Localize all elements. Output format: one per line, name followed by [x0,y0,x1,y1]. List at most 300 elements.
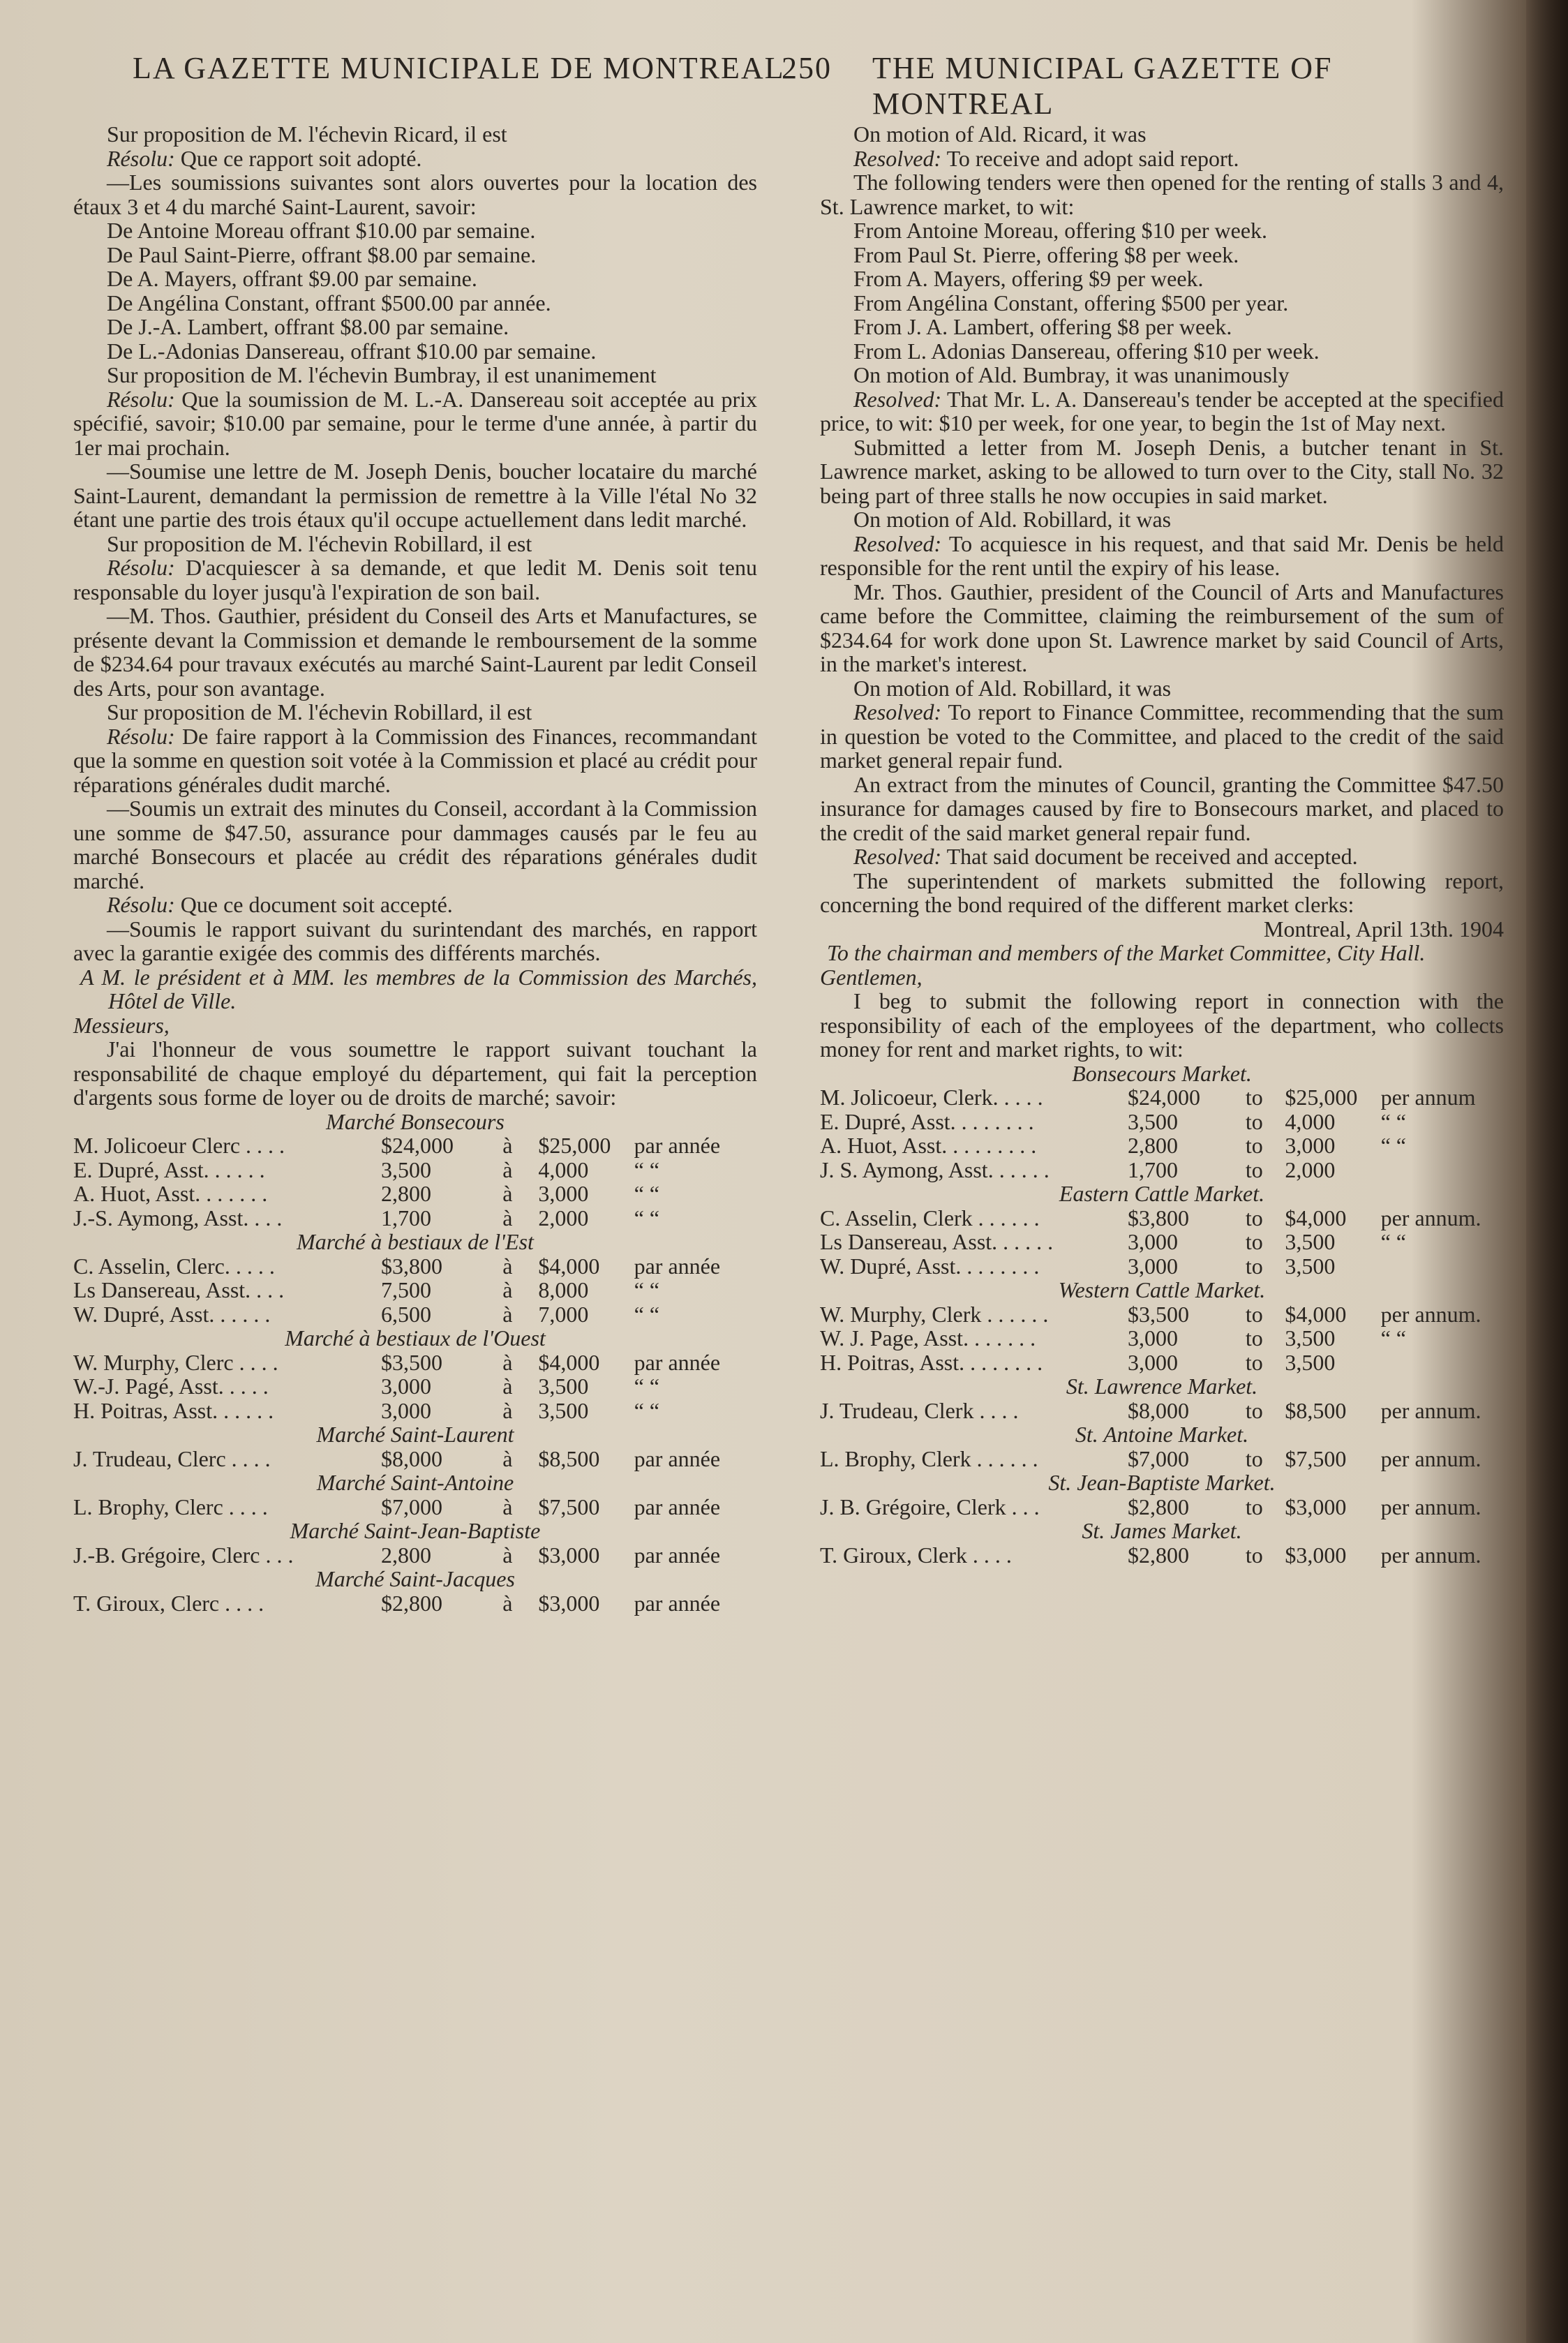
bond-unit: “ “ [634,1156,659,1182]
bond-from: 6,500 [381,1301,432,1327]
clerk-name: E. Dupré, Asst. . . . . . [73,1156,265,1182]
bond-from: $7,000 [1128,1445,1190,1471]
bond-from: $2,800 [381,1590,443,1616]
paragraph-text: To receive and adopt said report. [941,145,1239,171]
bond-from: 3,000 [1128,1229,1179,1254]
table-row [820,1326,1504,1351]
bond-unit: “ “ [1380,1229,1406,1254]
bond-unit [1381,1158,1504,1182]
salutation: Gentlemen, [820,964,923,990]
bond-from: 2,800 [381,1542,432,1568]
table-row [820,1495,1504,1519]
paragraph [820,532,1504,580]
bond-unit: “ “ [1380,1133,1406,1158]
bond-from: 3,000 [1128,1325,1179,1351]
bond-amount: $25,000 [1285,1085,1358,1110]
bond-from: 3,500 [381,1156,432,1182]
bond-from: $2,800 [1128,1494,1190,1519]
paragraph-text: Que ce rapport soit adopté. [174,145,422,171]
clerk-name: L. Brophy, Clerk . . . . . . [820,1445,1038,1471]
bond-amount: $8,500 [538,1445,600,1471]
bond-amount: 3,500 [1285,1253,1336,1279]
bond-amount: 4,000 [538,1156,589,1182]
paragraph-text: To report to Finance Committee, recommending that the sum in question be voted to the Committee, and placed to the credit of the said market general repair fund. [820,699,1504,773]
bond-unit: “ “ [634,1397,659,1423]
clerk-name: M. Jolicoeur Clerc . . . . [73,1133,285,1158]
table-row [73,1495,757,1519]
table-row [73,1399,757,1423]
bond-from: 3,500 [1128,1108,1179,1134]
paragraph [820,315,1504,339]
table-row [73,1182,757,1206]
bond-to-word: to [1245,1325,1263,1351]
paragraph-text: De Antoine Moreau offrant $10.00 par semaine. [107,218,536,243]
bond-amount: 8,000 [538,1277,589,1302]
bond-to-word: à [502,1133,513,1158]
clerk-name: T. Giroux, Clerc . . . . [73,1590,264,1616]
bond-to-word: à [502,1349,513,1375]
table-row [73,1374,757,1399]
bond-to-word: to [1245,1253,1263,1279]
table-row [820,1399,1504,1423]
paragraph-text: Sur proposition de M. l'échevin Robillard, il est [107,699,532,724]
paragraph-text: De Paul Saint-Pierre, offrant $8.00 par semaine. [107,241,537,267]
bond-to-word: à [502,1156,513,1182]
paragraph-text: That said document be received and accepted. [941,844,1358,869]
paragraph [73,556,757,604]
bond-amount: 4,000 [1285,1108,1336,1134]
bond-to-word: à [502,1374,513,1399]
french-column [73,122,757,1615]
paragraph [73,267,757,291]
table-row [73,1158,757,1182]
paragraph-text: Que la soumission de M. L.-A. Dansereau soit acceptée au prix spécifié, savoir; $10.00 par semaine, pour le terme d'une année, à partir du 1er mai prochain. [73,386,757,460]
paragraph [820,845,1504,869]
bond-from: 1,700 [381,1205,432,1230]
paragraph-text: On motion of Ald. Bumbray, it was unanimously [853,362,1290,387]
market-table [73,1543,757,1568]
paragraph [73,604,757,700]
clerk-name: Ls Dansereau, Asst. . . . . . [820,1229,1054,1254]
paragraph [73,700,757,724]
bond-unit: par année [634,1133,721,1158]
bond-to-word: to [1245,1085,1263,1110]
paragraph [73,122,757,147]
resolution-label: Résolu: [107,145,175,171]
bond-unit [1381,1254,1504,1279]
page-number: 250 [782,51,832,85]
address-line: To the chairman and members of the Market Committee, City Hall. [827,940,1426,965]
market-title: Marché Saint-Jean-Baptiste [290,1518,541,1543]
report-intro: I beg to submit the following report in connection with the responsibility of each of the employees of the department, who collects money for rent and market rights, to wit: [820,988,1504,1062]
bond-unit: “ “ [1380,1108,1406,1134]
bond-to-word: to [1245,1542,1263,1568]
market-table [820,1495,1504,1519]
paragraph-text: De J.-A. Lambert, offrant $8.00 par semaine. [107,314,509,339]
market-title: St. Jean-Baptiste Market. [1048,1470,1276,1495]
bond-unit: per annum. [1380,1397,1481,1423]
salutation: Messieurs, [73,1012,170,1038]
paragraph [73,724,757,797]
bond-unit: par année [634,1253,721,1279]
page-header [126,50,1479,121]
paragraph-text: That Mr. L. A. Dansereau's tender be accepted at the specified price, to wit: $10 per week, for one year, to begin the 1st of May next. [820,386,1504,436]
paragraph [820,218,1504,243]
paragraph-text: To acquiesce in his request, and that said Mr. Denis be held responsible for the rent until the expiry of his lease. [820,530,1504,580]
market-title: Marché à bestiaux de l'Est [297,1229,534,1254]
paragraph [820,700,1504,773]
bond-to-word: to [1245,1108,1263,1134]
paragraph-text: On motion of Ald. Robillard, it was [853,507,1172,532]
clerk-name: H. Poitras, Asst. . . . . . . . [820,1349,1043,1375]
bond-amount: $4,000 [1285,1205,1347,1230]
paragraph-text: Sur proposition de M. l'échevin Robillard, il est [107,530,532,556]
bond-from: $3,500 [1128,1301,1190,1327]
market-title: Marché Bonsecours [326,1108,505,1134]
bond-from: 3,000 [1128,1349,1179,1375]
bond-from: 3,000 [381,1397,432,1423]
paragraph [820,436,1504,508]
market-table [73,1447,757,1471]
market-table [820,1543,1504,1568]
bond-to-word: à [502,1301,513,1327]
clerk-name: W. Dupré, Asst. . . . . . . . [820,1253,1040,1279]
market-table [820,1447,1504,1471]
table-row [73,1543,757,1568]
paragraph [73,893,757,917]
table-row [820,1254,1504,1279]
market-title: St. Antoine Market. [1075,1422,1249,1447]
resolution-label: Résolu: [107,723,175,749]
paragraph-text: From Angélina Constant, offering $500 per year. [853,290,1289,315]
paragraph [820,773,1504,845]
table-row [820,1230,1504,1254]
paragraph-text: —M. Thos. Gauthier, président du Conseil des Arts et Manufactures, se présente devant la Commission et demande le remboursement de la somme de $234.64 pour travaux exécutés au marché Saint-Laurent par ledit Conseil des Arts, pour son avantage. [73,603,757,701]
bond-to-word: à [502,1397,513,1423]
clerk-name: J. Trudeau, Clerc . . . . [73,1445,271,1471]
bond-unit: par année [634,1445,721,1471]
resolution-label: Résolu: [107,555,175,580]
clerk-name: J.-S. Aymong, Asst. . . . [73,1205,283,1230]
paragraph-text: From Antoine Moreau, offering $10 per week. [853,218,1268,243]
paragraph-text: Submitted a letter from M. Joseph Denis, a butcher tenant in St. Lawrence market, asking to be allowed to turn over to the City, stall No. 32 being part of three stalls he now occupies in said market. [820,434,1504,508]
bond-to-word: à [502,1253,513,1279]
bond-amount: 2,000 [1285,1156,1336,1182]
table-row [820,1351,1504,1375]
paragraph-text: From J. A. Lambert, offering $8 per week. [853,314,1232,339]
table-row [820,1085,1504,1110]
bond-from: $8,000 [381,1445,443,1471]
bond-unit: per annum. [1380,1494,1481,1519]
market-table [820,1399,1504,1423]
paragraph-text: —Soumise une lettre de M. Joseph Denis, boucher locataire du marché Saint-Laurent, demandant la permission de remettre à la Ville l'étal No 32 étant une partie des trois étaux qu'il occupe actuellement dans ledit marché. [73,459,757,532]
clerk-name: W.-J. Pagé, Asst. . . . . [73,1374,269,1399]
binding-shadow [1526,0,1568,2343]
paragraph [73,291,757,315]
bond-amount: $4,000 [538,1253,600,1279]
bond-to-word: to [1245,1445,1263,1471]
bond-unit: per annum. [1380,1445,1481,1471]
bond-from: 2,800 [1128,1133,1179,1158]
bond-from: 1,700 [1128,1156,1179,1182]
bond-amount: 3,000 [538,1181,589,1206]
market-table [73,1133,757,1230]
clerk-name: A. Huot, Asst. . . . . . . [73,1181,268,1206]
market-title: Marché à bestiaux de l'Ouest [285,1325,546,1351]
bond-to-word: to [1245,1494,1263,1519]
paragraph [820,170,1504,218]
table-row [820,1447,1504,1471]
bond-from: 2,800 [381,1181,432,1206]
market-table [820,1085,1504,1182]
paragraph-text: De L.-Adonias Dansereau, offrant $10.00 par semaine. [107,338,597,364]
bond-to-word: to [1245,1133,1263,1158]
bond-amount: 3,500 [538,1374,589,1399]
bond-unit: par année [634,1494,721,1519]
clerk-name: A. Huot, Asst. . . . . . . . . [820,1133,1037,1158]
paragraph-text: From A. Mayers, offering $9 per week. [853,266,1204,291]
paragraph [73,796,757,893]
bond-from: $8,000 [1128,1397,1190,1423]
paragraph-text: —Soumis un extrait des minutes du Conseil, accordant à la Commission une somme de $47.50, assurance pour dammages causés par le feu au marché Bonsecours et placée au crédit des réparations générales dudit marché. [73,796,757,893]
resolution-label: Resolved: [853,844,942,869]
bond-unit: per annum. [1380,1205,1481,1230]
market-table [73,1495,757,1519]
bond-from: $3,500 [381,1349,443,1375]
clerk-name: L. Brophy, Clerc . . . . [73,1494,268,1519]
bond-to-word: to [1245,1205,1263,1230]
clerk-name: J. Trudeau, Clerk . . . . [820,1397,1019,1423]
table-row [73,1302,757,1327]
clerk-name: J.-B. Grégoire, Clerc . . . [73,1542,294,1568]
bond-amount: 3,500 [538,1397,589,1423]
market-title: Marché Saint-Jacques [315,1566,515,1591]
bond-amount: $7,500 [1285,1445,1347,1471]
paragraph [820,869,1504,917]
clerk-name: J. S. Aymong, Asst. . . . . . [820,1156,1050,1182]
market-title: Bonsecours Market. [1072,1060,1252,1086]
resolution-label: Résolu: [107,892,175,917]
bond-amount: 3,500 [1285,1349,1336,1375]
bond-to-word: à [502,1542,513,1568]
bond-amount: 2,000 [538,1205,589,1230]
table-row [73,1447,757,1471]
paragraph-text: D'acquiescer à sa demande, et que ledit M. Denis soit tenu responsable du loyer jusqu'à l'expiration de son bail. [73,555,757,604]
paragraph [820,122,1504,147]
address-line: A M. le président et à MM. les membres de la Commission des Marchés, Hôtel de Ville. [80,964,757,1013]
bond-to-word: to [1245,1156,1263,1182]
clerk-name: T. Giroux, Clerk . . . . [820,1542,1012,1568]
bond-unit: “ “ [634,1205,659,1230]
resolution-label: Resolved: [853,530,942,556]
table-row [73,1278,757,1302]
bond-amount: $4,000 [1285,1301,1347,1327]
market-title: Western Cattle Market. [1058,1277,1266,1302]
bond-from: $24,000 [381,1133,454,1158]
bond-amount: $25,000 [538,1133,611,1158]
report-date: Montreal, April 13th. 1904 [1264,916,1504,942]
bond-to-word: to [1245,1349,1263,1375]
paragraph [73,339,757,364]
bond-amount: 3,000 [1285,1133,1336,1158]
bond-from: $3,800 [381,1253,443,1279]
paragraph [820,507,1504,532]
bond-to-word: à [502,1181,513,1206]
bond-amount: $8,500 [1285,1397,1347,1423]
table-row [73,1254,757,1279]
header-english-title: THE MUNICIPAL GAZETTE OF MONTREAL [872,51,1333,121]
paragraph [820,363,1504,387]
bond-to-word: à [502,1205,513,1230]
table-row [73,1133,757,1158]
bond-unit: “ “ [634,1277,659,1302]
paragraph [73,459,757,532]
table-row [73,1591,757,1616]
paragraph [73,170,757,218]
paragraph [73,147,757,171]
english-column [820,122,1504,1567]
bond-amount: 3,500 [1285,1229,1336,1254]
clerk-name: W. Dupré, Asst. . . . . . [73,1301,271,1327]
clerk-name: W. Murphy, Clerc . . . . [73,1349,278,1375]
paragraph-text: —Les soumissions suivantes sont alors ouvertes pour la location des étaux 3 et 4 du marché Saint-Laurent, savoir: [73,170,757,219]
clerk-name: H. Poitras, Asst. . . . . . [73,1397,274,1423]
bond-unit: “ “ [1380,1325,1406,1351]
table-row [820,1110,1504,1134]
market-table [73,1351,757,1423]
table-row [820,1158,1504,1182]
paragraph [73,315,757,339]
clerk-name: W. Murphy, Clerk . . . . . . [820,1301,1049,1327]
bond-unit: per annum. [1380,1301,1481,1327]
market-title: Eastern Cattle Market. [1059,1181,1265,1206]
paragraph [73,917,757,965]
bond-from: $3,800 [1128,1205,1190,1230]
bond-unit: par année [634,1349,721,1375]
paragraph [820,676,1504,701]
paragraph-text: The following tenders were then opened for the renting of stalls 3 and 4, St. Lawrence market, to wit: [820,170,1504,219]
bond-unit [1381,1351,1504,1375]
bond-to-word: à [502,1590,513,1616]
paragraph-text: —Soumis le rapport suivant du surintendant des marchés, en rapport avec la garantie exigée des commis des différents marchés. [73,916,757,965]
paragraph [73,532,757,556]
paragraph-text: Mr. Thos. Gauthier, president of the Council of Arts and Manufactures came before the Committee, claiming the reimbursement of the sum of $234.64 for work done upon St. Lawrence market by said Council of Arts, in the market's interest. [820,579,1504,676]
paragraph-text: Que ce document soit accepté. [174,892,453,917]
paragraph-text: Sur proposition de M. l'échevin Bumbray, il est unanimement [107,362,657,387]
clerk-name: E. Dupré, Asst. . . . . . . . [820,1108,1034,1134]
market-table [820,1302,1504,1375]
table-row [73,1206,757,1230]
table-row [820,1302,1504,1327]
bond-unit: “ “ [634,1181,659,1206]
market-title: Marché Saint-Laurent [316,1422,514,1447]
bond-to-word: to [1245,1301,1263,1327]
bond-to-word: to [1245,1229,1263,1254]
resolution-label: Resolved: [853,699,942,724]
bond-unit: “ “ [634,1374,659,1399]
paragraph [73,243,757,267]
bond-amount: $3,000 [1285,1494,1347,1519]
bond-amount: $3,000 [538,1542,600,1568]
paragraph [820,387,1504,436]
bond-to-word: à [502,1277,513,1302]
bond-from: 7,500 [381,1277,432,1302]
bond-from: $7,000 [381,1494,443,1519]
table-row [820,1543,1504,1568]
paragraph [820,147,1504,171]
paragraph-text: An extract from the minutes of Council, granting the Committee $47.50 insurance for damages caused by fire to Bonsecours market, and placed to the credit of the said market general repair fund. [820,771,1504,845]
resolution-label: Resolved: [853,386,942,412]
market-table [820,1206,1504,1279]
market-title: St. Lawrence Market. [1066,1374,1258,1399]
bond-amount: $7,500 [538,1494,600,1519]
bond-amount: $3,000 [538,1590,600,1616]
paragraph [820,267,1504,291]
bond-amount: 7,000 [538,1301,589,1327]
paragraph-text: The superintendent of markets submitted the following report, concerning the bond required of the different market clerks: [820,868,1504,917]
report-intro: J'ai l'honneur de vous soumettre le rapport suivant touchant la responsabilité de chaque employé du département, qui fait la perception d'argents sous forme de loyer ou de droits de marché; savoir: [73,1036,757,1110]
market-table [73,1254,757,1327]
paragraph-text: On motion of Ald. Robillard, it was [853,675,1172,701]
bond-amount: $3,000 [1285,1542,1347,1568]
table-row [820,1206,1504,1230]
bond-to-word: à [502,1494,513,1519]
paragraph [73,363,757,387]
clerk-name: Ls Dansereau, Asst. . . . [73,1277,285,1302]
market-title: Marché Saint-Antoine [316,1470,514,1495]
paragraph [820,580,1504,676]
table-row [820,1133,1504,1158]
bond-unit: per annum. [1380,1542,1481,1568]
bond-unit: “ “ [634,1301,659,1327]
bond-amount: 3,500 [1285,1325,1336,1351]
paragraph [820,243,1504,267]
paragraph-text: De A. Mayers, offrant $9.00 par semaine. [107,266,477,291]
market-title: St. James Market. [1082,1518,1242,1543]
bond-from: 3,000 [381,1374,432,1399]
bond-unit: par année [634,1542,721,1568]
paragraph [73,218,757,243]
bond-to-word: to [1245,1397,1263,1423]
bond-to-word: à [502,1445,513,1471]
clerk-name: C. Asselin, Clerc. . . . . [73,1253,275,1279]
paragraph-text: From Paul St. Pierre, offering $8 per week. [853,241,1239,267]
paragraph [820,291,1504,315]
bond-unit: par année [634,1590,721,1616]
resolution-label: Resolved: [853,145,942,171]
table-row [73,1351,757,1375]
bond-from: $24,000 [1128,1085,1201,1110]
paragraph-text: From L. Adonias Dansereau, offering $10 per week. [853,338,1320,364]
resolution-label: Résolu: [107,386,175,412]
paragraph [73,387,757,460]
paragraph-text: De Angélina Constant, offrant $500.00 par année. [107,290,551,315]
bond-amount: $4,000 [538,1349,600,1375]
paragraph [820,339,1504,364]
bond-from: $2,800 [1128,1542,1190,1568]
paragraph-text: Sur proposition de M. l'échevin Ricard, il est [107,121,507,147]
bond-from: 3,000 [1128,1253,1179,1279]
clerk-name: J. B. Grégoire, Clerk . . . [820,1494,1040,1519]
paragraph-text: De faire rapport à la Commission des Finances, recommandant que la somme en question soit votée à la Commission et placé au crédit pour réparations générales dudit marché. [73,723,757,797]
market-table [73,1591,757,1616]
clerk-name: W. J. Page, Asst. . . . . . . [820,1325,1036,1351]
header-french-title: LA GAZETTE MUNICIPALE DE MONTREAL [133,51,785,85]
clerk-name: M. Jolicoeur, Clerk. . . . . [820,1085,1043,1110]
bond-unit: per annum [1380,1085,1476,1110]
paragraph-text: On motion of Ald. Ricard, it was [853,121,1147,147]
clerk-name: C. Asselin, Clerk . . . . . . [820,1205,1040,1230]
